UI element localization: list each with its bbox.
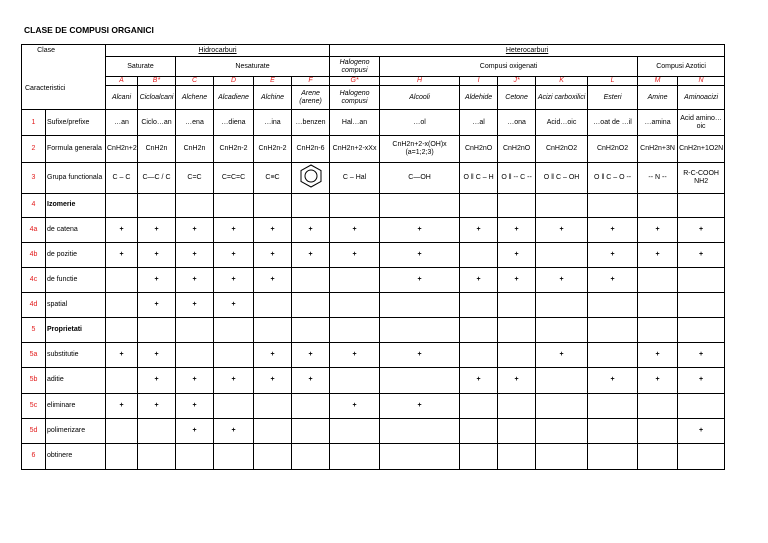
plus-mark: +: [638, 368, 678, 393]
empty-cell: [588, 193, 638, 217]
functional-group-cell: O ‖ C – O --: [588, 162, 638, 193]
functional-group-cell: C=C: [176, 162, 214, 193]
empty-cell: [214, 193, 254, 217]
class-letter: L: [588, 77, 638, 86]
class-name: Alcadiene: [214, 86, 254, 110]
empty-cell: [106, 268, 138, 293]
empty-cell: [176, 318, 214, 343]
empty-cell: [214, 443, 254, 469]
plus-mark: +: [678, 217, 725, 242]
plus-mark: +: [138, 368, 176, 393]
row-number: 4a: [22, 217, 46, 242]
class-letter: J*: [498, 77, 536, 86]
class-letter: M: [638, 77, 678, 86]
functional-group-cell: O ‖ -- C --: [498, 162, 536, 193]
row-label: spatial: [46, 293, 106, 318]
suffix-cell: …ena: [176, 110, 214, 136]
row-number: 5a: [22, 343, 46, 368]
row-number: 5c: [22, 393, 46, 418]
empty-cell: [638, 393, 678, 418]
empty-cell: [106, 418, 138, 443]
empty-cell: [498, 393, 536, 418]
plus-mark: +: [106, 217, 138, 242]
class-name: Arene (arene): [292, 86, 330, 110]
plus-mark: +: [380, 343, 460, 368]
row-label: Sufixe/prefixe: [46, 110, 106, 136]
empty-cell: [588, 318, 638, 343]
empty-cell: [138, 443, 176, 469]
class-letter: K: [536, 77, 588, 86]
empty-cell: [678, 318, 725, 343]
plus-mark: +: [138, 343, 176, 368]
empty-cell: [106, 318, 138, 343]
empty-cell: [536, 318, 588, 343]
corner-bottom-label: Caracteristici: [25, 85, 66, 93]
plus-mark: +: [176, 368, 214, 393]
subgroup-nesaturate: Nesaturate: [176, 57, 330, 77]
row-label: de pozitie: [46, 242, 106, 267]
empty-cell: [460, 418, 498, 443]
benzene-ring-icon: [298, 163, 324, 189]
empty-cell: [638, 418, 678, 443]
benzene-ring-icon: [292, 162, 330, 193]
row-number: 2: [22, 136, 46, 162]
formula-cell: CnH2nO2: [536, 136, 588, 162]
empty-cell: [106, 443, 138, 469]
plus-mark: +: [380, 242, 460, 267]
functional-group-cell: C – Hal: [330, 162, 380, 193]
row-number: 1: [22, 110, 46, 136]
class-letter: B*: [138, 77, 176, 86]
group-heterocarburi: Heterocarburi: [330, 45, 725, 57]
row-label: eliminare: [46, 393, 106, 418]
row-label: obtinere: [46, 443, 106, 469]
plus-mark: +: [292, 217, 330, 242]
suffix-cell: …al: [460, 110, 498, 136]
suffix-cell: …benzen: [292, 110, 330, 136]
class-name: Alcooli: [380, 86, 460, 110]
plus-mark: +: [460, 217, 498, 242]
suffix-cell: …amina: [638, 110, 678, 136]
empty-cell: [678, 443, 725, 469]
plus-mark: +: [588, 368, 638, 393]
plus-mark: +: [254, 217, 292, 242]
empty-cell: [138, 318, 176, 343]
row-label: Formula generala: [46, 136, 106, 162]
empty-cell: [678, 293, 725, 318]
empty-cell: [460, 293, 498, 318]
plus-mark: +: [214, 242, 254, 267]
empty-cell: [380, 318, 460, 343]
row-number: 4d: [22, 293, 46, 318]
plus-mark: +: [536, 343, 588, 368]
row-label: Proprietati: [46, 318, 106, 343]
plus-mark: +: [254, 368, 292, 393]
formula-cell: CnH2nO: [498, 136, 536, 162]
empty-cell: [498, 418, 536, 443]
empty-cell: [638, 193, 678, 217]
class-name: Cetone: [498, 86, 536, 110]
class-name: Esteri: [588, 86, 638, 110]
class-name: Aminoacizi: [678, 86, 725, 110]
empty-cell: [292, 443, 330, 469]
empty-cell: [460, 318, 498, 343]
plus-mark: +: [292, 343, 330, 368]
empty-cell: [214, 393, 254, 418]
empty-cell: [254, 443, 292, 469]
empty-cell: [536, 242, 588, 267]
suffix-cell: …oat de …il: [588, 110, 638, 136]
empty-cell: [292, 293, 330, 318]
empty-cell: [254, 418, 292, 443]
functional-group-cell: O ‖ C – H: [460, 162, 498, 193]
formula-cell: CnH2n+3N: [638, 136, 678, 162]
plus-mark: +: [292, 368, 330, 393]
page-title: CLASE DE COMPUSI ORGANICI: [24, 25, 154, 35]
empty-cell: [460, 193, 498, 217]
corner-top-label: Clase: [37, 47, 55, 54]
formula-cell: CnH2n+1O2N: [678, 136, 725, 162]
empty-cell: [460, 393, 498, 418]
class-letter: D: [214, 77, 254, 86]
plus-mark: +: [254, 343, 292, 368]
plus-mark: +: [176, 268, 214, 293]
empty-cell: [678, 193, 725, 217]
formula-cell: CnH2n+2-xXx: [330, 136, 380, 162]
empty-cell: [254, 293, 292, 318]
plus-mark: +: [106, 393, 138, 418]
plus-mark: +: [214, 268, 254, 293]
plus-mark: +: [138, 293, 176, 318]
empty-cell: [498, 193, 536, 217]
empty-cell: [588, 393, 638, 418]
plus-mark: +: [176, 293, 214, 318]
row-label: de functie: [46, 268, 106, 293]
empty-cell: [678, 268, 725, 293]
plus-mark: +: [330, 242, 380, 267]
row-number: 5b: [22, 368, 46, 393]
class-name: Amine: [638, 86, 678, 110]
functional-group-cell: -- N --: [638, 162, 678, 193]
plus-mark: +: [460, 368, 498, 393]
plus-mark: +: [536, 268, 588, 293]
row-label: aditie: [46, 368, 106, 393]
plus-mark: +: [330, 217, 380, 242]
corner-cell: [22, 45, 106, 110]
empty-cell: [176, 343, 214, 368]
empty-cell: [330, 418, 380, 443]
empty-cell: [254, 393, 292, 418]
formula-cell: CnH2n+2: [106, 136, 138, 162]
plus-mark: +: [254, 242, 292, 267]
row-label: polimerizare: [46, 418, 106, 443]
empty-cell: [536, 193, 588, 217]
row-number: 4b: [22, 242, 46, 267]
plus-mark: +: [380, 393, 460, 418]
plus-mark: +: [678, 343, 725, 368]
empty-cell: [678, 393, 725, 418]
functional-group-cell: R-C-COOH NH2: [678, 162, 725, 193]
empty-cell: [380, 443, 460, 469]
empty-cell: [380, 193, 460, 217]
empty-cell: [106, 368, 138, 393]
plus-mark: +: [498, 242, 536, 267]
empty-cell: [106, 293, 138, 318]
empty-cell: [330, 193, 380, 217]
subgroup-oxigenati: Compusi oxigenati: [380, 57, 638, 77]
plus-mark: +: [138, 242, 176, 267]
empty-cell: [380, 418, 460, 443]
empty-cell: [106, 193, 138, 217]
suffix-cell: …diena: [214, 110, 254, 136]
empty-cell: [588, 293, 638, 318]
plus-mark: +: [292, 242, 330, 267]
plus-mark: +: [460, 268, 498, 293]
plus-mark: +: [638, 217, 678, 242]
formula-cell: CnH2n+2-x(OH)x (a=1;2;3): [380, 136, 460, 162]
empty-cell: [214, 343, 254, 368]
plus-mark: +: [498, 217, 536, 242]
plus-mark: +: [214, 293, 254, 318]
row-label: Grupa functionala: [46, 162, 106, 193]
empty-cell: [536, 293, 588, 318]
plus-mark: +: [138, 217, 176, 242]
class-name: Halogeno compusi: [330, 86, 380, 110]
class-name: Alcani: [106, 86, 138, 110]
empty-cell: [292, 393, 330, 418]
empty-cell: [638, 443, 678, 469]
formula-cell: CnH2n-6: [292, 136, 330, 162]
plus-mark: +: [176, 418, 214, 443]
plus-mark: +: [214, 418, 254, 443]
suffix-cell: Acid…oic: [536, 110, 588, 136]
suffix-cell: Acid amino…oic: [678, 110, 725, 136]
class-name: Acizi carboxilici: [536, 86, 588, 110]
functional-group-cell: C—OH: [380, 162, 460, 193]
row-number: 4c: [22, 268, 46, 293]
plus-mark: +: [588, 242, 638, 267]
empty-cell: [638, 293, 678, 318]
plus-mark: +: [330, 393, 380, 418]
plus-mark: +: [678, 242, 725, 267]
empty-cell: [330, 318, 380, 343]
formula-cell: CnH2n: [176, 136, 214, 162]
functional-group-cell: O ‖ C – OH: [536, 162, 588, 193]
suffix-cell: …ol: [380, 110, 460, 136]
empty-cell: [536, 443, 588, 469]
row-label: substitutie: [46, 343, 106, 368]
subgroup-azotici: Compusi Azotici: [638, 57, 725, 77]
row-label: Izomerie: [46, 193, 106, 217]
suffix-cell: …ina: [254, 110, 292, 136]
class-name: Cicloalcani: [138, 86, 176, 110]
class-name: Aldehide: [460, 86, 498, 110]
empty-cell: [292, 318, 330, 343]
empty-cell: [214, 318, 254, 343]
plus-mark: +: [588, 268, 638, 293]
functional-group-cell: C – C: [106, 162, 138, 193]
plus-mark: +: [678, 368, 725, 393]
empty-cell: [536, 368, 588, 393]
row-number: 5: [22, 318, 46, 343]
class-letter: I: [460, 77, 498, 86]
empty-cell: [380, 368, 460, 393]
class-letter: E: [254, 77, 292, 86]
plus-mark: +: [498, 368, 536, 393]
subgroup-saturate: Saturate: [106, 57, 176, 77]
plus-mark: +: [214, 217, 254, 242]
plus-mark: +: [498, 268, 536, 293]
class-letter: N: [678, 77, 725, 86]
functional-group-cell: C—C / C: [138, 162, 176, 193]
subgroup-halogeno: Halogeno compusi: [330, 57, 380, 77]
classes-table: [21, 44, 725, 470]
row-number: 5d: [22, 418, 46, 443]
empty-cell: [292, 268, 330, 293]
plus-mark: +: [678, 418, 725, 443]
empty-cell: [536, 393, 588, 418]
suffix-cell: …ona: [498, 110, 536, 136]
class-letter: C: [176, 77, 214, 86]
class-name: Alchene: [176, 86, 214, 110]
plus-mark: +: [536, 217, 588, 242]
row-label: de catena: [46, 217, 106, 242]
empty-cell: [330, 293, 380, 318]
class-letter: G*: [330, 77, 380, 86]
empty-cell: [498, 293, 536, 318]
plus-mark: +: [106, 242, 138, 267]
empty-cell: [536, 418, 588, 443]
plus-mark: +: [176, 393, 214, 418]
plus-mark: +: [638, 343, 678, 368]
formula-cell: CnH2nO2: [588, 136, 638, 162]
plus-mark: +: [214, 368, 254, 393]
empty-cell: [380, 293, 460, 318]
formula-cell: CnH2nO: [460, 136, 498, 162]
empty-cell: [638, 268, 678, 293]
plus-mark: +: [106, 343, 138, 368]
group-hidrocarburi: Hidrocarburi: [106, 45, 330, 57]
class-letter: A: [106, 77, 138, 86]
functional-group-cell: C≡C: [254, 162, 292, 193]
empty-cell: [498, 443, 536, 469]
row-number: 6: [22, 443, 46, 469]
empty-cell: [292, 193, 330, 217]
suffix-cell: …an: [106, 110, 138, 136]
empty-cell: [498, 343, 536, 368]
empty-cell: [460, 343, 498, 368]
empty-cell: [176, 443, 214, 469]
empty-cell: [330, 368, 380, 393]
empty-cell: [460, 443, 498, 469]
empty-cell: [254, 318, 292, 343]
empty-cell: [330, 443, 380, 469]
suffix-cell: Hal…an: [330, 110, 380, 136]
empty-cell: [588, 443, 638, 469]
plus-mark: +: [176, 242, 214, 267]
empty-cell: [292, 418, 330, 443]
plus-mark: +: [254, 268, 292, 293]
functional-group-cell: C=C=C: [214, 162, 254, 193]
empty-cell: [138, 418, 176, 443]
class-name: Alchine: [254, 86, 292, 110]
plus-mark: +: [380, 217, 460, 242]
plus-mark: +: [638, 242, 678, 267]
suffix-cell: Ciclo…an: [138, 110, 176, 136]
formula-cell: CnH2n-2: [254, 136, 292, 162]
plus-mark: +: [176, 217, 214, 242]
plus-mark: +: [138, 393, 176, 418]
class-letter: F: [292, 77, 330, 86]
empty-cell: [330, 268, 380, 293]
class-letter: H: [380, 77, 460, 86]
empty-cell: [498, 318, 536, 343]
empty-cell: [460, 242, 498, 267]
plus-mark: +: [588, 217, 638, 242]
row-number: 4: [22, 193, 46, 217]
plus-mark: +: [138, 268, 176, 293]
empty-cell: [638, 318, 678, 343]
empty-cell: [588, 418, 638, 443]
row-number: 3: [22, 162, 46, 193]
plus-mark: +: [380, 268, 460, 293]
empty-cell: [138, 193, 176, 217]
empty-cell: [254, 193, 292, 217]
formula-cell: CnH2n-2: [214, 136, 254, 162]
formula-cell: CnH2n: [138, 136, 176, 162]
plus-mark: +: [330, 343, 380, 368]
empty-cell: [176, 193, 214, 217]
empty-cell: [588, 343, 638, 368]
